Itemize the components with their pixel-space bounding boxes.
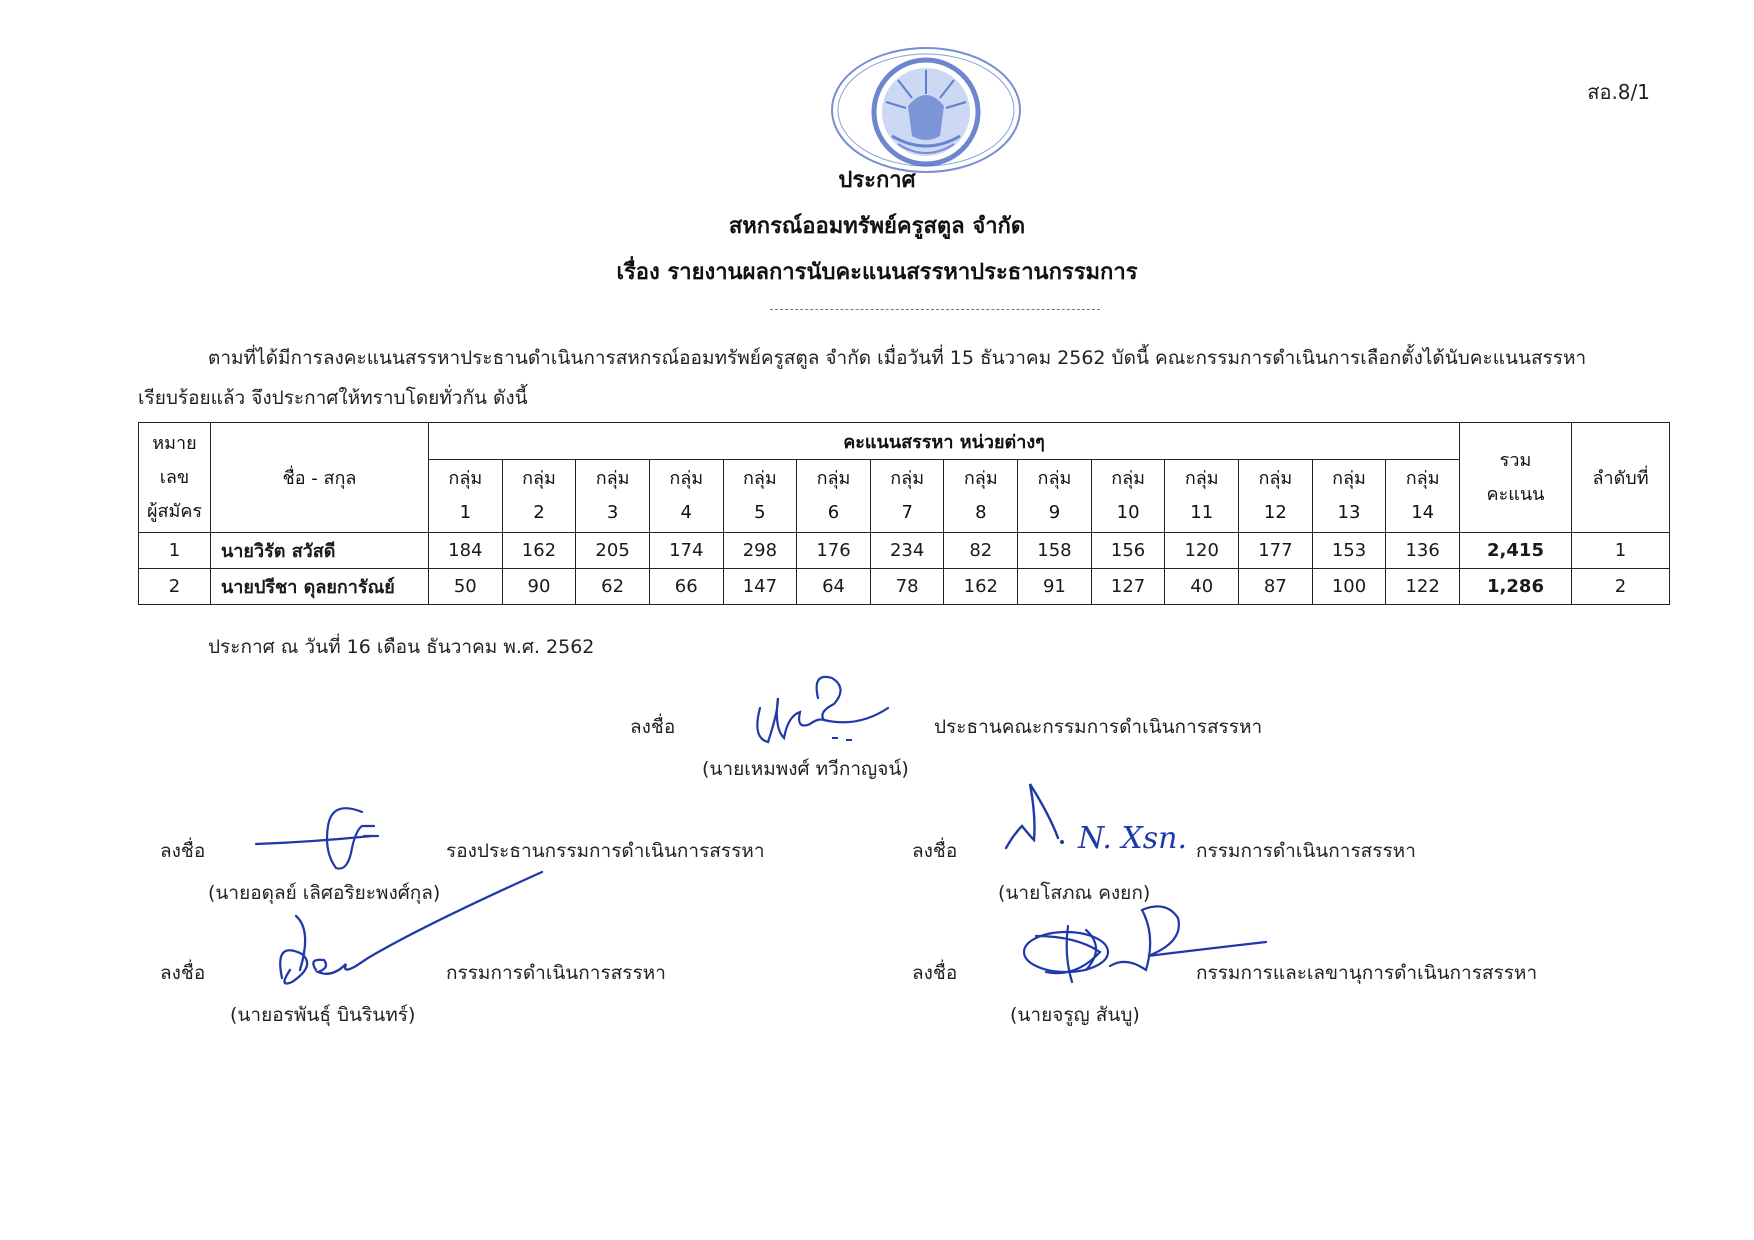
total-header: รวม คะแนน xyxy=(1460,423,1572,533)
group-10-header: กลุ่ม 10 xyxy=(1091,460,1165,533)
member2-name: (นายอรพันธุ์ บินรินทร์) xyxy=(230,1004,416,1026)
group-score: 66 xyxy=(649,569,723,605)
group-score: 162 xyxy=(944,569,1018,605)
vice-sign-label: ลงชื่อ xyxy=(160,840,206,862)
group-score: 100 xyxy=(1312,569,1386,605)
member1-signature-scrawl: N. Xsn. xyxy=(1078,821,1188,856)
candidate-name: นายปรีชา ดุลยการัณย์ xyxy=(211,569,429,605)
group-13-header: กลุ่ม 13 xyxy=(1312,460,1386,533)
secretary-position: กรรมการและเลขานุการดำเนินการสรรหา xyxy=(1196,962,1538,984)
table-row xyxy=(139,533,1670,569)
secretary-sign-label: ลงชื่อ xyxy=(912,962,958,984)
group-score: 156 xyxy=(1091,533,1165,569)
rank-header: ลำดับที่ xyxy=(1572,423,1670,533)
total-score: 2,415 xyxy=(1460,533,1572,569)
group-14-header: กลุ่ม 14 xyxy=(1386,460,1460,533)
score-table xyxy=(138,422,1670,605)
unit-scores-header: คะแนนสรรหา หน่วยต่างๆ xyxy=(429,423,1460,460)
chair-position: ประธานคณะกรรมการดำเนินการสรรหา xyxy=(934,716,1263,738)
group-score: 91 xyxy=(1018,569,1092,605)
group-4-header: กลุ่ม 4 xyxy=(649,460,723,533)
group-score: 120 xyxy=(1165,533,1239,569)
group-score: 87 xyxy=(1239,569,1313,605)
announcement-subject: เรื่อง รายงานผลการนับคะแนนสรรหาประธานกรรมการ xyxy=(616,260,1138,285)
vice-signature-image xyxy=(252,796,402,876)
group-6-header: กลุ่ม 6 xyxy=(797,460,871,533)
group-score: 127 xyxy=(1091,569,1165,605)
candidate-number: 1 xyxy=(139,533,211,569)
group-score: 174 xyxy=(649,533,723,569)
group-score: 184 xyxy=(429,533,503,569)
candidate-name: นายวิรัต สวัสดี xyxy=(211,533,429,569)
group-7-header: กลุ่ม 7 xyxy=(870,460,944,533)
group-1-header: กลุ่ม 1 xyxy=(429,460,503,533)
group-score: 64 xyxy=(797,569,871,605)
member2-sign-label: ลงชื่อ xyxy=(160,962,206,984)
group-score: 158 xyxy=(1018,533,1092,569)
group-score: 62 xyxy=(576,569,650,605)
organization-name: สหกรณ์ออมทรัพย์ครูสตูล จำกัด xyxy=(728,214,1026,239)
member1-position: กรรมการดำเนินการสรรหา xyxy=(1196,840,1416,862)
group-score: 136 xyxy=(1386,533,1460,569)
vice-name: (นายอดุลย์ เลิศอริยะพงศ์กุล) xyxy=(208,882,441,904)
rank-value: 1 xyxy=(1572,533,1670,569)
member2-position: กรรมการดำเนินการสรรหา xyxy=(446,962,666,984)
member1-sign-label: ลงชื่อ xyxy=(912,840,958,862)
member1-signature-image xyxy=(1000,776,1188,860)
group-score: 50 xyxy=(429,569,503,605)
group-score: 147 xyxy=(723,569,797,605)
group-score: 177 xyxy=(1239,533,1313,569)
group-score: 205 xyxy=(576,533,650,569)
group-2-header: กลุ่ม 2 xyxy=(502,460,576,533)
group-score: 162 xyxy=(502,533,576,569)
group-3-header: กลุ่ม 3 xyxy=(576,460,650,533)
group-score: 82 xyxy=(944,533,1018,569)
name-header: ชื่อ - สกุล xyxy=(211,423,429,533)
vice-position: รองประธานกรรมการดำเนินการสรรหา xyxy=(446,840,765,862)
secretary-name: (นายจรูญ สันบู) xyxy=(1010,1004,1140,1026)
chair-signature-image xyxy=(748,668,898,748)
group-score: 78 xyxy=(870,569,944,605)
table-row xyxy=(139,569,1670,605)
group-score: 298 xyxy=(723,533,797,569)
announcement-date: ประกาศ ณ วันที่ 16 เดือน ธันวาคม พ.ศ. 2562 xyxy=(208,636,595,658)
group-5-header: กลุ่ม 5 xyxy=(723,460,797,533)
title-divider xyxy=(770,309,1100,310)
candidate-number: 2 xyxy=(139,569,211,605)
group-score: 122 xyxy=(1386,569,1460,605)
group-8-header: กลุ่ม 8 xyxy=(944,460,1018,533)
group-9-header: กลุ่ม 9 xyxy=(1018,460,1092,533)
group-score: 234 xyxy=(870,533,944,569)
candidate-number-header: หมาย เลข ผู้สมัคร xyxy=(139,423,211,533)
group-score: 176 xyxy=(797,533,871,569)
intro-paragraph: ตามที่ได้มีการลงคะแนนสรรหาประธานดำเนินการสหกรณ์ออมทรัพย์ครูสตูล จำกัด เมื่อวันที่ 15 ธันวาคม 2562 บัดนี้ คณะกรรมการดำเนินการเลือกตั้งได้นับคะแนนสรรหาเรียบร้อยแล้ว จึงประกาศให้ทราบโดยทั่วกัน ดังนี้ xyxy=(138,347,1587,409)
total-score: 1,286 xyxy=(1460,569,1572,605)
group-score: 40 xyxy=(1165,569,1239,605)
rank-value: 2 xyxy=(1572,569,1670,605)
group-score: 153 xyxy=(1312,533,1386,569)
announcement-title: ประกาศ xyxy=(838,168,916,193)
group-11-header: กลุ่ม 11 xyxy=(1165,460,1239,533)
form-code: สอ.8/1 xyxy=(1587,80,1650,104)
member1-name: (นายโสภณ คงยก) xyxy=(998,882,1151,904)
chair-name: (นายเหมพงศ์ ทวีกาญจน์) xyxy=(702,758,909,780)
group-score: 90 xyxy=(502,569,576,605)
group-12-header: กลุ่ม 12 xyxy=(1239,460,1313,533)
chair-sign-label: ลงชื่อ xyxy=(630,716,676,738)
